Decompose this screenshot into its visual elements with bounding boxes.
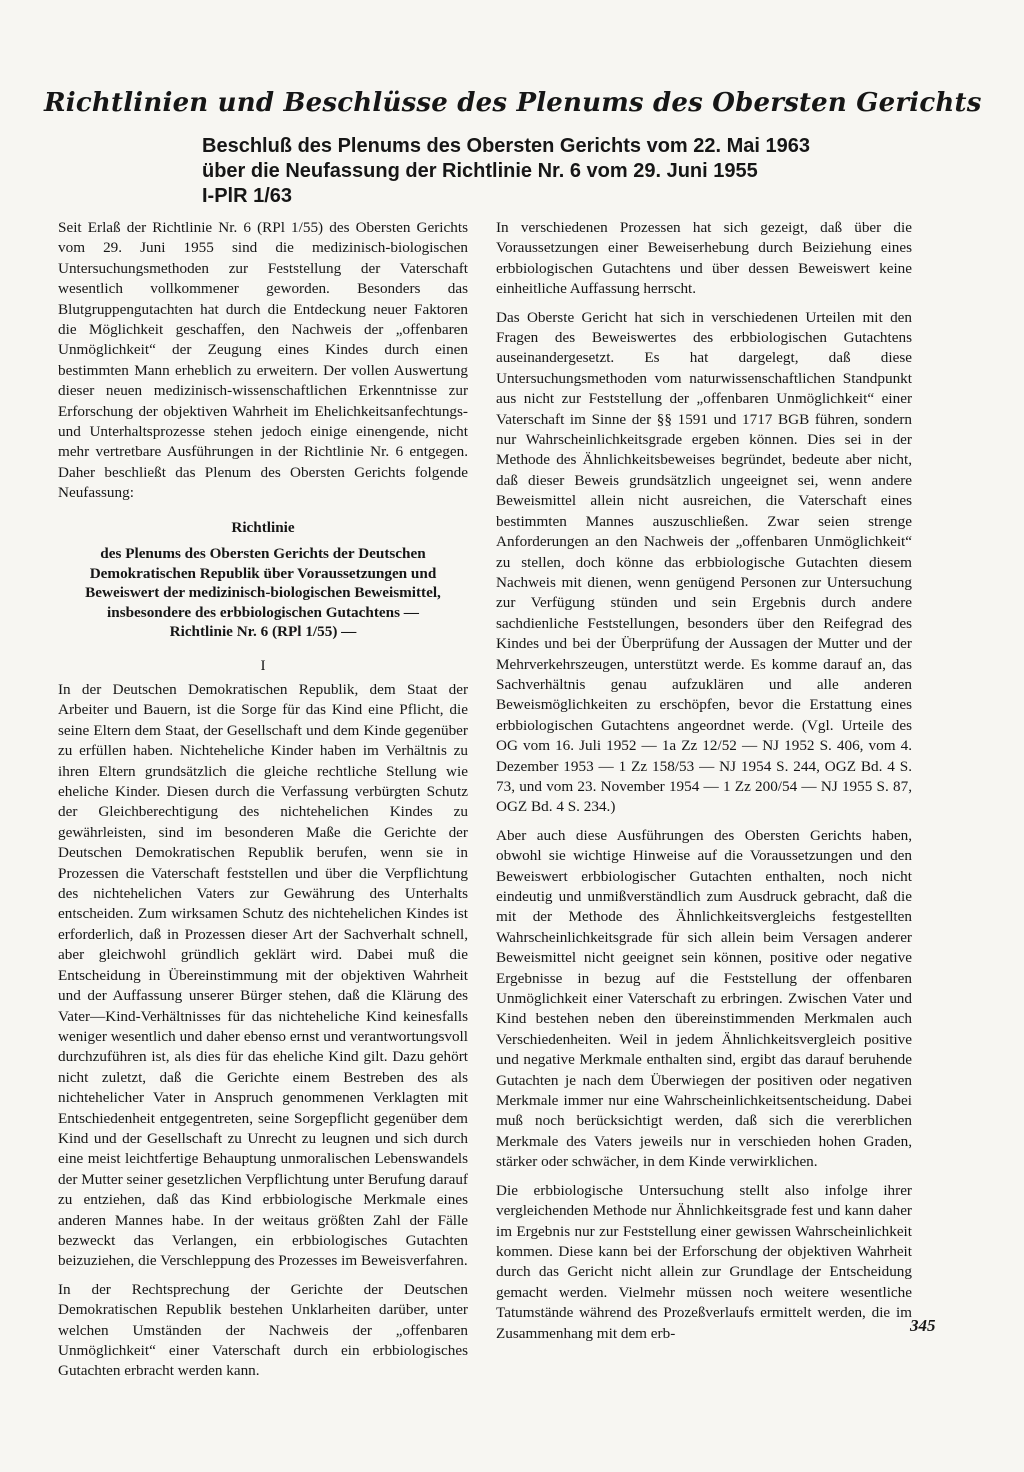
richtlinie-heading: Richtlinie [231, 518, 295, 536]
page-number: 345 [910, 1316, 936, 1335]
richtlinie-subtitle: des Plenums des Obersten Gerichts der Deutschen Demokratischen Republik über Voraussetzungen und Beweiswert der medizinisch-biologischen Beweismittel, insbesondere des erbbiologischen Gutachtens — Richtlinie Nr. 6 (RPl 1/55) — [85, 545, 441, 641]
section-numeral: I [260, 656, 266, 674]
paragraph: Das Oberste Gericht hat sich in verschiedenen Urteilen mit den Fragen des Beweiswertes des erbbiologischen Gutachtens auseinandergesetzt. Es hat dargelegt, daß diese Untersuchungsmethoden vom naturwissenschaftlichen Standpunkt aus nicht zur Feststellung der „offenbaren Unmöglichkeit“ einer Vaterschaft im Sinne der §§ 1591 und 1717 BGB führen, sondern nur Wahrscheinlichkeitsgrade ergeben können. Dies sei in der Methode des Ähnlichkeitsbeweises begründet, bedeute aber nicht, daß dieser Beweis grundsätzlich ungeeignet sei, wenn andere Beweismittel allein nicht ausreichen, die Vaterschaft eines bestimmten Mannes auszuschließen. Zwar seien strenge Anforderungen an den Nachweis der „offenbaren Unmöglichkeit“ zu stellen, doch könne das erbbiologische Gutachten diesem Nachweis mit dienen, wenn genügend Personen zur Untersuchung zur Verfügung stünden und sein Ergebnis durch andere sachdienliche Feststellungen, besonders über den Reifegrad des Kindes und bei der Überprüfung der Aussagen der Mutter und der Mehrverkehrszeugen, unterstützt werde. Es komme darauf an, das Sachverhältnis genau aufzuklären und alle anderen Beweismöglichkeiten zu erschöpfen, bevor die Erstattung eines erbbiologischen Gutachtens angeordnet werde. (Vgl. Urteile des OG vom 16. Juli 1952 — 1a Zz 12/52 — NJ 1952 S. 406, vom 4. Dezember 1953 — 1 Zz 158/53 — NJ 1954 S. 244, OGZ Bd. 4 S. 73, und vom 23. November 1954 — 1 Zz 200/54 — NJ 1955 S. 87, OGZ Bd. 4 S. 234.) [496, 308, 912, 816]
left-column [58, 218, 468, 1386]
paragraph: In der Deutschen Demokratischen Republik, dem Staat der Arbeiter und Bauern, ist die Sorge für das Kind eine Pflicht, die seine Eltern dem Staat, der Gesellschaft und dem Kinde gegenüber zu erfüllen haben. Nichteheliche Kinder haben im Verhältnis zu ihren Eltern grundsätzlich die gleiche rechtliche Stellung wie eheliche Kinder. Diesen durch die Verfassung verbürgten Schutz der Gleichberechtigung des nichtehelichen Kindes zu gewährleisten, sind im besonderen Maße die Gerichte der Deutschen Demokratischen Republik berufen, wenn sie in Prozessen die Vaterschaft feststellen und über die Verpflichtung des nichtehelichen Vaters zur Gewährung des Unterhalts entscheiden. Zum wirksamen Schutz des nichtehelichen Kindes ist erforderlich, daß in Prozessen dieser Art der Sachverhalt schnell, aber gleichwohl gründlich geklärt wird. Dabei muß die Entscheidung in Übereinstimmung mit der objektiven Wahrheit und der Auffassung unserer Bürger stehen, daß die Klärung des Vater—Kind-Verhältnisses für das nichteheliche Kind keinesfalls weniger wesentlich und daher ebenso ernst und verantwortungsvoll durchzuführen ist, als dies für das eheliche Kind gilt. Dazu gehört nicht zuletzt, daß die Gerichte einem Bestreben des als nichtehelicher Vater in Anspruch genommenen Verklagten mit Entschiedenheit entgegentreten, seine Sorgepflicht gegenüber dem Kind und der Gesellschaft zu Unrecht zu leugnen und sich durch eine meist leichtfertige Behauptung unmoralischen Lebenswandels der Mutter seiner gesetzlichen Verpflichtung unter Berufung darauf zu entziehen, daß das Kind erbbiologische Merkmale eines anderen Mannes habe. In der weitaus größten Zahl der Fälle bezweckt das Verlangen, ein erbbiologisches Gutachten beizuziehen, die Verschleppung des Prozesses im Beweisverfahren. [58, 681, 468, 1270]
intro-paragraph: Seit Erlaß der Richtlinie Nr. 6 (RPl 1/55) des Obersten Gerichts vom 29. Juni 1955 sind die medizinisch-biologischen Untersuchungsmethoden zur Feststellung der Vaterschaft wesentlich vollkommener geworden. Besonders das Blutgruppengutachten hat durch die Entdeckung neuer Faktoren die Möglichkeit geschaffen, den Nachweis der „offenbaren Unmöglichkeit“ der Zeugung eines Kindes durch einen bestimmten Mann erheblich zu erweitern. Der vollen Auswertung dieser neuen medizinisch-wissenschaftlichen Erkenntnisse zur Erforschung der objektiven Wahrheit im Ehelichkeitsanfechtungs- und Unterhaltsprozesse stehen jedoch einige einengende, nicht mehr vertretbare Ausführungen in der Richtlinie Nr. 6 entgegen. Daher beschließt das Plenum des Obersten Gerichts folgende Neufassung: [58, 219, 468, 502]
title-line-2: über die Neufassung der Richtlinie Nr. 6 vom 29. Juni 1955 [202, 160, 758, 182]
paragraph: Aber auch diese Ausführungen des Obersten Gerichts haben, obwohl sie wichtige Hinweise auf die Voraussetzungen und den Beweiswert erbbiologischer Gutachten enthalten, noch nicht eindeutig und unmißverständlich zum Ausdruck gebracht, daß die mit der Methode des Ähnlichkeitsvergleichs festgestellten Wahrscheinlichkeitsgrade für sich allein beim Versagen anderer Beweismittel nicht geeignet sein können, positive oder negative Ergebnisse in bezug auf die Feststellung der offenbaren Unmöglichkeit einer Vaterschaft zu erbringen. Zwischen Vater und Kind bestehen neben den übereinstimmenden Merkmalen auch Verschiedenheiten. Weil in jedem Ähnlichkeitsvergleich positive und negative Merkmale enthalten sind, ergibt das darauf beruhende Gutachten je nach dem Überwiegen der positiven oder negativen Merkmale immer nur eine Wahrscheinlichkeitsentscheidung. Dabei muß noch berücksichtigt werden, daß sich die vererblichen Merkmale des Vaters jeweils nur in verschieden hohen Graden, stärker oder schwächer, in dem Kinde verwirklichen. [496, 826, 912, 1171]
section-heading: Richtlinien und Beschlüsse des Plenums des Obersten Gerichts [44, 88, 982, 118]
document-title [202, 134, 962, 209]
title-line-3: I-PlR 1/63 [202, 185, 293, 207]
title-line-1: Beschluß des Plenums des Obersten Gerichts vom 22. Mai 1963 [202, 135, 811, 157]
right-column [496, 218, 912, 1348]
paragraph: In der Rechtsprechung der Gerichte der Deutschen Demokratischen Republik bestehen Unklarheiten darüber, unter welchen Umständen der Nachweis der „offenbaren Unmöglichkeit“ einer Vaterschaft durch ein erbbiologisches Gutachten erbracht werden kann. [58, 1280, 468, 1380]
paragraph: In verschiedenen Prozessen hat sich gezeigt, daß über die Voraussetzungen einer Beweiserhebung durch Beiziehung eines erbbiologischen Gutachtens und über dessen Beweiswert keine einheitliche Auffassung herrscht. [496, 219, 912, 298]
paragraph: Die erbbiologische Untersuchung stellt also infolge ihrer vergleichenden Methode nur Ähnlichkeitsgrade fest und kann daher im Ergebnis nur zur Feststellung einer gewissen Wahrscheinlichkeit kommen. Diese kann bei der Erforschung der objektiven Wahrheit durch das Gericht nicht allein zur Grundlage der Entscheidung gemacht werden. Vielmehr müssen noch weitere wesentliche Tatumstände während des Prozeßverlaufs ermittelt werden, die im Zusammenhang mit dem erb- [496, 1181, 912, 1342]
